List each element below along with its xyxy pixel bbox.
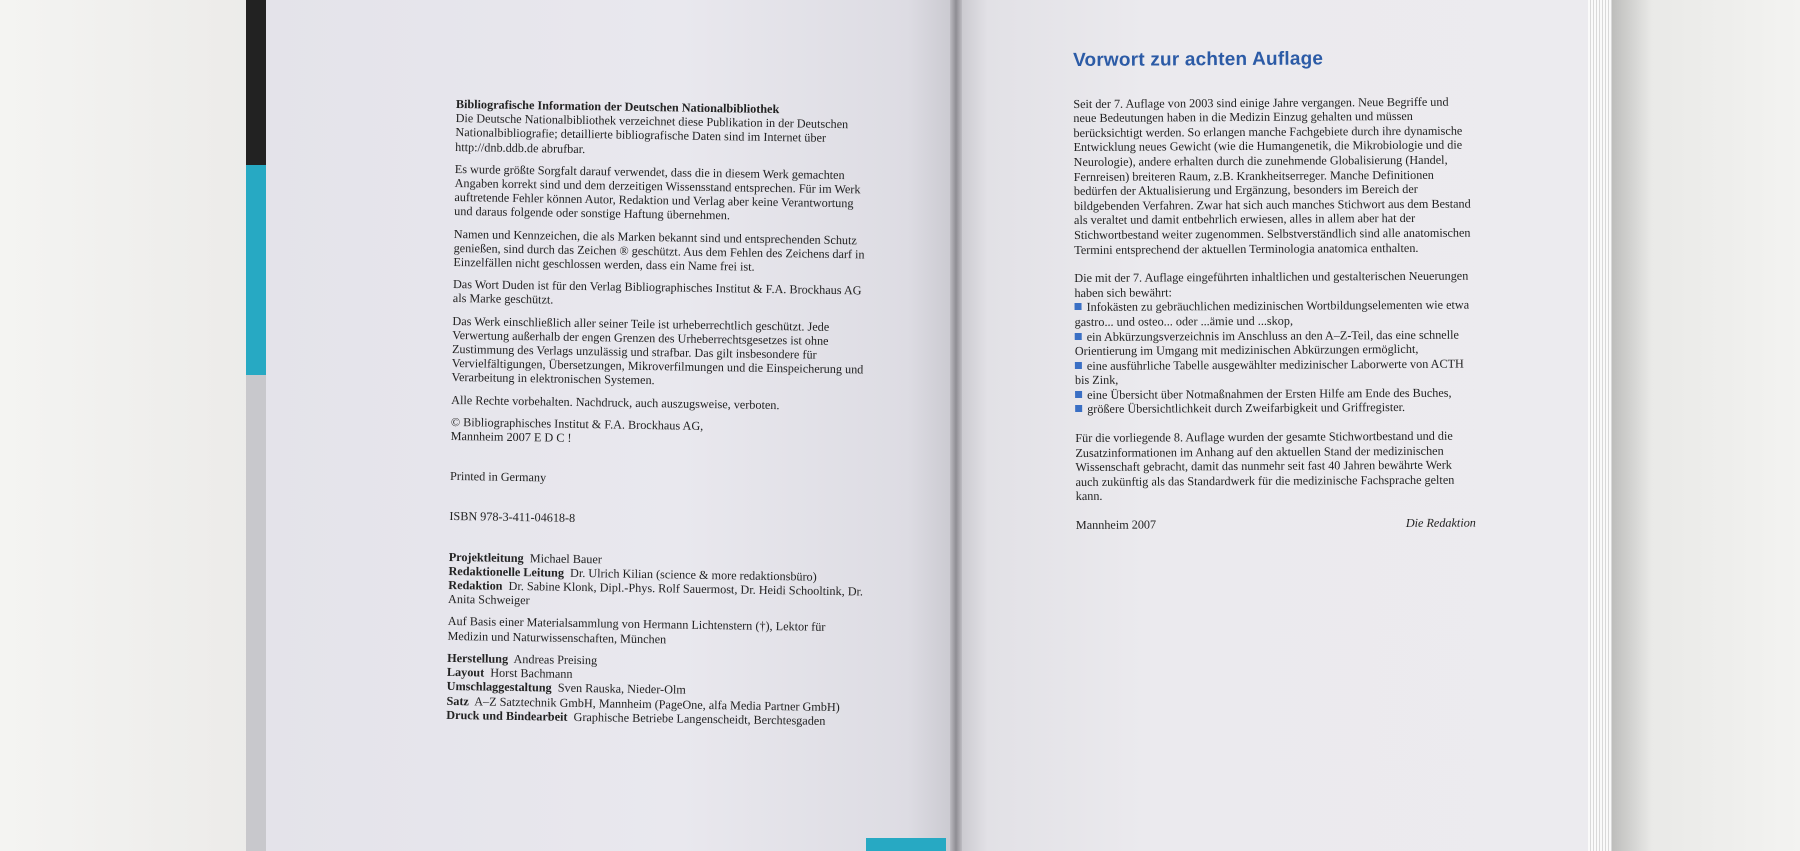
list-item-text: größere Übersichtlichkeit durch Zweifarbigkeit und Griffregister.: [1087, 400, 1406, 417]
credit-name: Michael Bauer: [529, 550, 602, 567]
list-item-text: eine Übersicht über Notmaßnahmen der Ersten Hilfe am Ende des Buches,: [1087, 385, 1452, 402]
trademark-text: Namen und Kennzeichen, die als Marken bekannt sind und entsprechenden Schutz genießen, sind durch das Zeichen ® geschützt. Aus dem Fehlen des Zeichens darf in Einzelfällen nicht geschlossen werden, dass ein Name frei ist.: [453, 226, 865, 274]
list-item-text: ein Abkürzungsverzeichnis im Anschluss an den A–Z-Teil, das eine schnelle Orientierung im Umgang mit medizinischen Abkürzungen ermöglicht,: [1074, 327, 1459, 359]
square-bullet-icon: [1075, 303, 1082, 310]
printed-in: Printed in Germany: [449, 469, 547, 485]
credit-name: Dr. Ulrich Kilian (science & more redaktionsbüro): [569, 565, 817, 584]
square-bullet-icon: [1075, 391, 1082, 398]
biblio-text: Die Deutsche Nationalbibliothek verzeichnet diese Publikation in der Deutschen Nationalbibliografie; detaillierte bibliografische Daten sind im Internet über http://dnb.ddb.de abrufbar.: [455, 111, 849, 156]
cover-grey-band: [246, 375, 266, 851]
credit-name: Dr. Sabine Klonk, Dipl.-Phys. Rolf Sauermost, Dr. Heidi Schooltink, Dr. Anita Schweiger: [448, 578, 864, 608]
square-bullet-icon: [1075, 332, 1082, 339]
cover-teal-bottom: [866, 838, 946, 851]
credit-name: Graphische Betriebe Langenscheidt, Berchtesgaden: [573, 709, 826, 728]
care-text: Es wurde größte Sorgfalt darauf verwendet, dass die in diesem Werk gemachten Angaben korrekt sind und dem derzeitigen Wissensstand entsprechen. Für im Werk auftretende Fehler können Autor, Redaktion und Verlag aber keine Verantwortung und daraus folgende oder sonstige Haftung übernehmen.: [454, 161, 861, 223]
list-item: [1075, 400, 1475, 417]
credit-role: Layout: [446, 665, 485, 680]
credit-role: Satz: [446, 693, 469, 708]
foreword-column: [1072, 48, 1476, 533]
square-bullet-icon: [1075, 405, 1082, 412]
credit-role: Druck und Bindearbeit: [446, 707, 568, 724]
credit-name: Sven Rauska, Nieder-Olm: [557, 680, 686, 697]
list-item: [1075, 356, 1475, 388]
sign-place: Mannheim 2007: [1075, 517, 1157, 533]
innovations-list: [1075, 298, 1476, 417]
list-item: [1075, 327, 1475, 359]
signature-line: [1076, 516, 1476, 533]
cover-teal-band: [246, 165, 266, 375]
credit-role: Umschlaggestaltung: [446, 679, 552, 695]
copyright-text: Das Werk einschließlich aller seiner Teile ist urheberrechtlich geschützt. Jede Verwertung außerhalb der engen Grenzen des Urheberrechtsgesetzes ist ohne Zustimmung des Verlags unzulässig und strafbar. Das gilt insbesondere für Vervielfältigungen, Übersetzungen, Mikroverfilmungen und die Einspeicherung und Verarbeitung in elektronischen Systemen.: [451, 313, 864, 388]
sign-author: Die Redaktion: [1405, 515, 1476, 531]
biblio-heading: Bibliografische Information der Deutschen Nationalbibliothek: [455, 97, 780, 117]
cover-black-band: [246, 0, 266, 165]
credit-name: Andreas Preising: [513, 651, 598, 668]
page-edges: [1588, 0, 1612, 851]
publisher-line-2: Mannheim 2007 E D C !: [450, 429, 572, 445]
isbn: ISBN 978-3-411-04618-8: [449, 509, 576, 526]
book-shadow: [1612, 0, 1652, 851]
foreword-paragraph-2: Die mit der 7. Auflage eingeführten inhaltlichen und gestalterischen Neuerungen haben sich bewährt:: [1074, 268, 1469, 300]
publisher-block: [451, 415, 871, 450]
material-text: Auf Basis einer Materialsammlung von Hermann Lichtenstern (†), Lektor für Medizin und Naturwissenschaften, München: [447, 614, 826, 647]
credit-role: Herstellung: [447, 650, 509, 666]
credit-name: Horst Bachmann: [490, 665, 573, 681]
foreword-paragraph-3: Für die vorliegende 8. Auflage wurden der gesamte Stichwortbestand und die Zusatzinformationen im Anhang auf den aktuellen Stand der medizinischen Wissenschaft gebracht, damit das nunmehr seit fast 40 Jahren bewährte Werk auch zukünftig als das Standardwerk für die medizinische Fachsprache gelten kann.: [1075, 428, 1455, 504]
table-surface-left: [0, 0, 255, 851]
list-item-text: Infokästen zu gebräuchlichen medizinischen Wortbildungselementen wie etwa gastro... und osteo... oder ...ämie und ...skop,: [1074, 297, 1470, 329]
list-item-text: eine ausführliche Tabelle ausgewählter medizinischer Laborwerte von ACTH bis Zink,: [1074, 356, 1464, 388]
credit-role: Redaktion: [448, 578, 503, 593]
book-gutter: [950, 0, 962, 851]
imprint-column: [446, 97, 876, 736]
duden-text: Das Wort Duden ist für den Verlag Bibliographisches Institut & F.A. Brockhaus AG als Marke geschützt.: [452, 277, 862, 307]
rights-text: Alle Rechte vorbehalten. Nachdruck, auch auszugsweise, verboten.: [451, 392, 780, 412]
list-item: [1075, 385, 1475, 402]
credit-role: Projektleitung: [448, 549, 524, 565]
biblio-block: [455, 97, 876, 160]
publisher-line-1: © Bibliographisches Institut & F.A. Brockhaus AG,: [450, 414, 704, 433]
foreword-paragraph-1: Seit der 7. Auflage von 2003 sind einige Jahre vergangen. Neue Begriffe und neue Bedeutungen haben in die Medizin Einzug gehalten und müssen berücksichtigt werden. So erlangen manche Fachgebiete durch ihre dynamische Entwicklung neues Gewicht (wie die Humangenetik, die Mikrobiologie und die Neurologie), andere erhalten durch die zunehmende Globalisierung (Handel, Fernreisen) breiteren Raum, z.B. Krankheitserreger. Manche Definitionen bedürfen der Aktualisierung und Ergänzung, besonders im Bereich der bildgebenden Verfahren. Zwar hat sich auch manches Stichwort aus dem Bestand als veraltet und damit entbehrlich erwiesen, alles in allem aber hat der Stichwortbestand weiter zugenommen. Selbstverständlich sind alle anatomischen Termini entsprechend der aktuellen Terminologia anatomica enthalten.: [1073, 94, 1471, 257]
credit-name: A–Z Satztechnik GmbH, Mannheim (PageOne, alfa Media Partner GmbH): [474, 693, 840, 714]
square-bullet-icon: [1075, 362, 1082, 369]
list-item: [1075, 298, 1475, 330]
credits-block-b: [446, 651, 867, 729]
credits-block-a: [448, 550, 869, 613]
foreword-title: Vorwort zur achten Auflage: [1072, 48, 1324, 71]
credit-role: Redaktionelle Leitung: [448, 563, 565, 580]
